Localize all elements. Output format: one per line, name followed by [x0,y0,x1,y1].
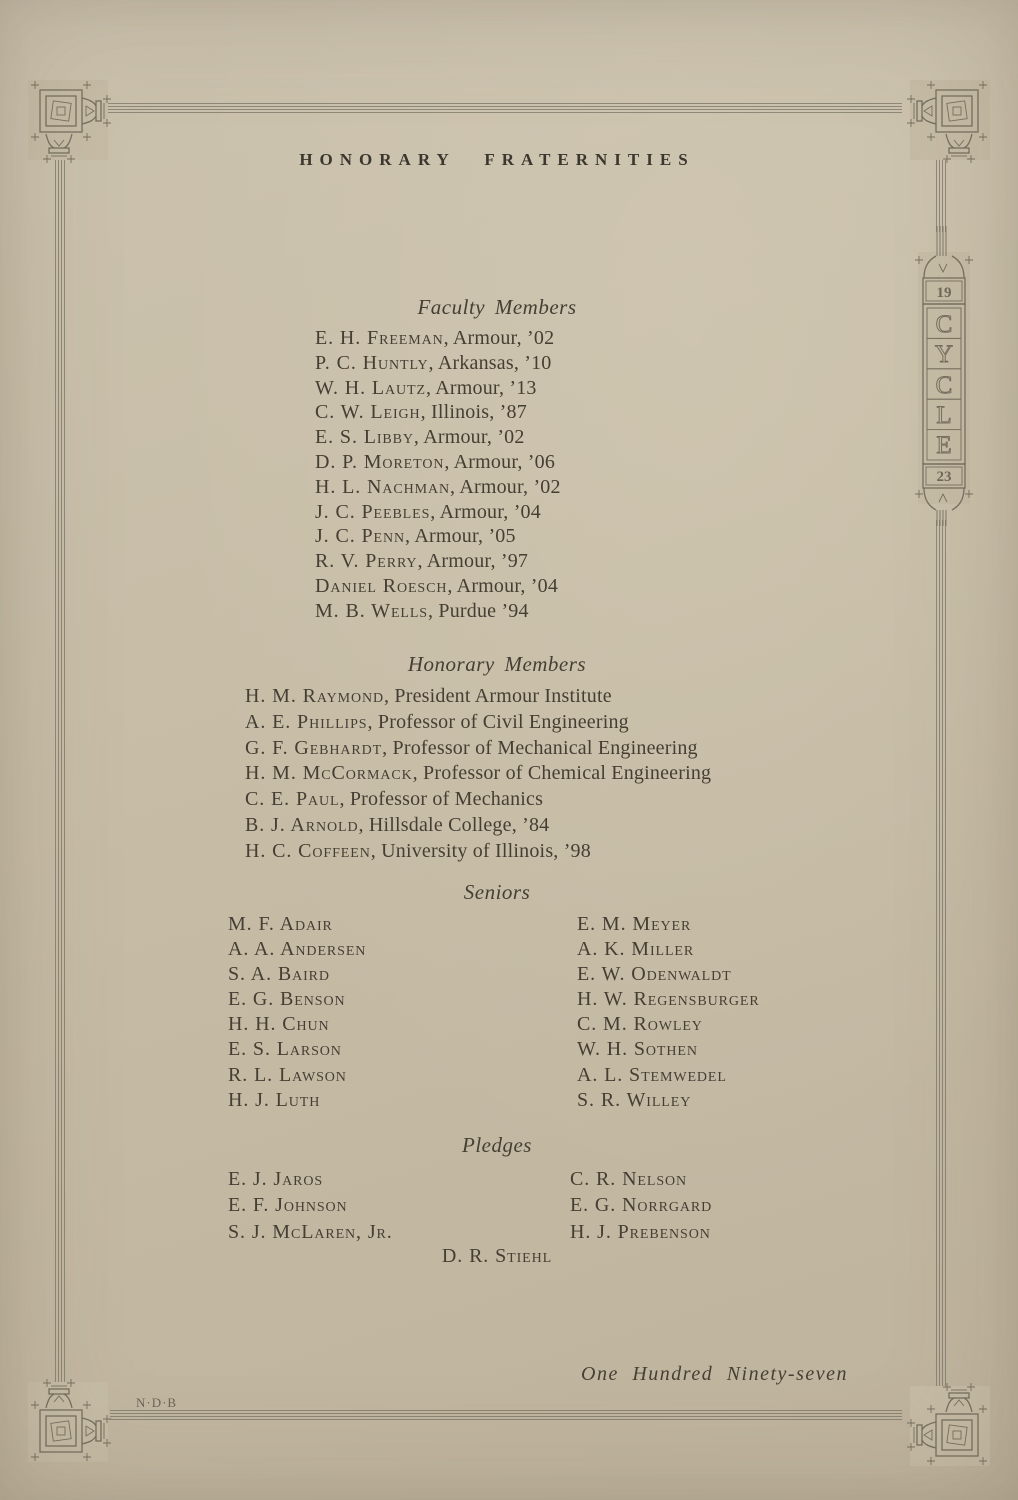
faculty-entry: E. S. Libby, Armour, ’02 [315,426,525,449]
faculty-entry: R. V. Perry, Armour, ’97 [315,550,529,573]
honorary-entry: G. F. Gebhardt, Professor of Mechanical Engineering [245,736,698,759]
senior-name: S. A. Baird [228,963,330,986]
pledge-name: E. J. Jaros [228,1168,324,1190]
pledge-name: H. J. Prebenson [570,1220,711,1243]
senior-name: E. G. Benson [228,988,346,1011]
page-title: HONORARY FRATERNITIES [299,150,695,169]
honorary-entry: H. M. Raymond, President Armour Institute [245,685,612,707]
honorary-entry: C. E. Paul, Professor of Mechanics [245,788,544,811]
seniors-left-column [228,912,366,1113]
senior-name: E. S. Larson [228,1038,342,1061]
artist-initials: N·D·B [136,1395,178,1410]
banner-letter: Y [934,341,954,368]
senior-name: H. J. Luth [228,1088,321,1111]
pledge-name: C. R. Nelson [570,1168,688,1190]
faculty-entry: E. H. Freeman, Armour, ’02 [315,327,555,349]
senior-name: H. W. Regensburger [577,988,760,1011]
senior-name: H. H. Chun [228,1013,330,1036]
frame-border-bottom [110,1410,902,1420]
faculty-entry: J. C. Penn, Armour, ’05 [315,525,516,548]
faculty-entry: J. C. Peebles, Armour, ’04 [315,500,541,523]
pledges-heading: Pledges [462,1133,532,1157]
honorary-entry: B. J. Arnold, Hillsdale College, ’84 [245,813,550,836]
banner-letter: E [936,432,952,459]
senior-name: A. K. Miller [577,938,695,961]
frame-border-top [96,103,902,113]
pledge-name: E. F. Johnson [228,1194,348,1217]
faculty-list [315,326,561,624]
senior-name: S. R. Willey [577,1088,692,1111]
faculty-entry: H. L. Nachman, Armour, ’02 [315,475,561,498]
seniors-right-column [577,912,760,1113]
honorary-entry: A. E. Phillips, Professor of Civil Engineering [245,710,629,733]
honorary-entry: H. M. McCormack, Professor of Chemical Engineering [245,762,712,785]
senior-name: C. M. Rowley [577,1013,703,1036]
pledges-right-column [570,1166,712,1245]
faculty-entry: P. C. Huntly, Arkansas, ’10 [315,351,552,374]
faculty-heading: Faculty Members [417,295,577,319]
corner-ornament-bottom-right-icon [894,1370,994,1470]
honorary-list [245,684,711,865]
honorary-entry: H. C. Coffeen, University of Illinois, ’98 [245,839,591,862]
faculty-entry: W. H. Lautz, Armour, ’13 [315,376,537,399]
senior-name: A. L. Stemwedel [577,1063,727,1086]
banner-year-bottom: 23 [936,469,952,485]
corner-ornament-bottom-left-icon [24,1366,124,1466]
frame-border-left [55,140,65,1392]
pledge-name-centered: D. R. Stiehl [441,1245,553,1267]
banner-letter: C [935,372,953,399]
senior-name: A. A. Andersen [228,938,367,961]
pledge-name: S. J. McLaren, Jr. [228,1220,393,1243]
banner-letter: C [935,311,953,338]
seniors-heading: Seniors [463,880,531,904]
senior-name: E. W. Odenwaldt [577,963,732,986]
senior-name: R. L. Lawson [228,1063,347,1086]
faculty-entry: M. B. Wells, Purdue ’94 [315,599,529,622]
faculty-entry: Daniel Roesch, Armour, ’04 [315,574,559,597]
pledge-name: E. G. Norrgard [570,1194,713,1217]
senior-name: E. M. Meyer [577,913,692,935]
pledges-left-column [228,1166,393,1245]
banner-letter: L [936,402,952,429]
senior-name: W. H. Sothen [577,1038,698,1061]
faculty-entry: D. P. Moreton, Armour, ’06 [315,450,556,473]
banner-year-top: 19 [936,285,952,301]
page-number: One Hundred Ninety-seven [581,1363,848,1385]
honorary-heading: Honorary Members [407,652,587,676]
cycle-banner [912,226,976,526]
faculty-entry: C. W. Leigh, Illinois, ’87 [315,401,527,424]
senior-name: M. F. Adair [228,913,333,935]
